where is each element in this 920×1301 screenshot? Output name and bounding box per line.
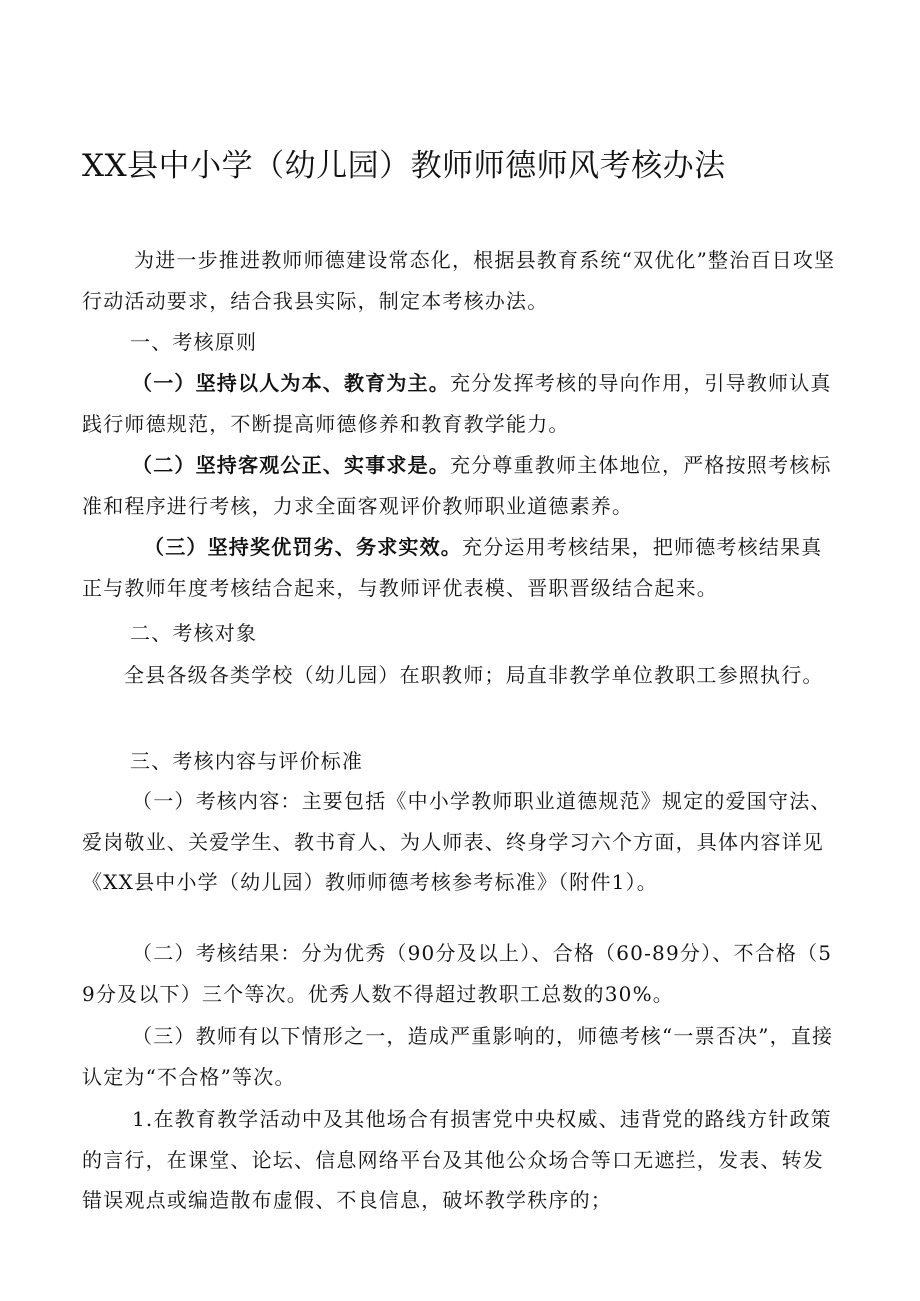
principle-1-paragraph [82, 363, 842, 444]
principle-1-text: 充分发挥考核的导向作用，引导教师认真践行师德规范，不断提高师德修养和教育教学能力。 [82, 371, 832, 436]
section-3-item-3: （三）教师有以下情形之一，造成严重影响的，师德考核“一票否决”，直接认定为“不合格”等次。 [82, 1024, 834, 1089]
principle-2-paragraph [82, 445, 842, 526]
section-2-text: 全县各级各类学校（幼儿园）在职教师；局直非教学单位教职工参照执行。 [124, 663, 824, 687]
section-3-heading: 三、考核内容与评价标准 [130, 749, 364, 773]
document-title: XX县中小学（幼儿园）教师师德师风考核办法 [82, 148, 726, 184]
principle-3-text: 充分运用考核结果，把师德考核结果真正与教师年度考核结合起来，与教师评优表模、晋职晋级结合起来。 [82, 535, 823, 600]
section-3-item-1: （一）考核内容：主要包括《中小学教师职业道德规范》规定的爱国守法、爱岗敬业、关爱学生、教书育人、为人师表、终身学习六个方面，具体内容详见《XX县中小学（幼儿园）教师师德考核参考标准》（附件1）。 [82, 789, 832, 894]
principle-2-lead: （二）坚持客观公正、实事求是。 [132, 453, 450, 477]
principle-2-text: 充分尊重教师主体地位，严格按照考核标准和程序进行考核，力求全面客观评价教师职业道德素养。 [82, 453, 832, 518]
principle-3-paragraph [82, 527, 842, 608]
section-1-heading: 一、考核原则 [130, 330, 258, 354]
principle-3-lead: （三）坚持奖优罚劣、务求实效。 [144, 535, 462, 559]
principle-1-lead: （一）坚持以人为本、教育为主。 [132, 371, 450, 395]
section-3-item-2: （二）考核结果：分为优秀（90分及以上）、合格（60-89分）、不合格（59分及以下）三个等次。优秀人数不得超过教职工总数的30%。 [82, 941, 833, 1006]
section-2-heading: 二、考核对象 [130, 621, 258, 645]
intro-paragraph: 为进一步推进教师师德建设常态化，根据县教育系统“双优化”整治百日攻坚行动活动要求，结合我县实际，制定本考核办法。 [82, 248, 836, 313]
section-3-item-4: 1.在教育教学活动中及其他场合有损害党中央权威、违背党的路线方针政策的言行，在课堂、论坛、信息网络平台及其他公众场合等口无遮拦，发表、转发错误观点或编造散布虚假、不良信息，破坏教学秩序的； [82, 1107, 832, 1212]
